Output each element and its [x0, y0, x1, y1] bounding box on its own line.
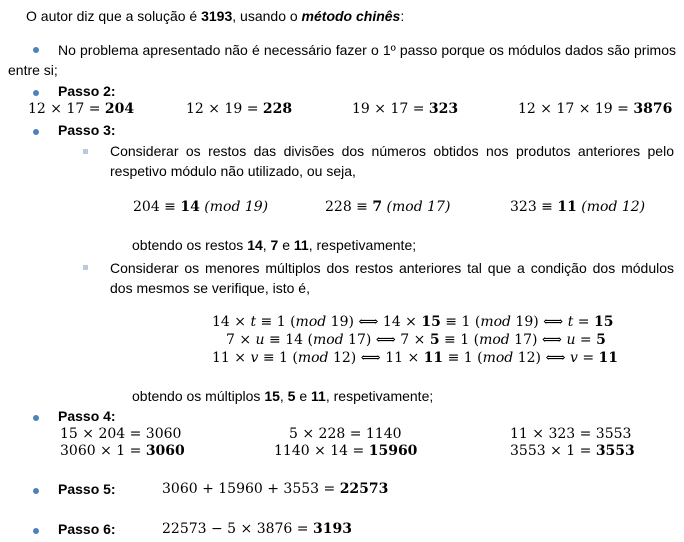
- step2-label: Passo 2:: [58, 83, 116, 99]
- intro-method: método chinês: [301, 8, 401, 24]
- step4-col3-line2: 3553 × 1 = 3553: [510, 443, 635, 459]
- step4-col3-line1: 11 × 323 = 3553: [510, 426, 632, 442]
- restos-line: obtendo os restos 14, 7 e 11, respetivamente;: [132, 237, 417, 253]
- step4-col2-line1: 5 × 228 = 1140: [289, 426, 402, 442]
- step5-expression: 3060 + 15960 + 3553 = 22573: [162, 481, 389, 497]
- bullet-icon: [33, 415, 39, 421]
- step2-product-3: 19 × 17 = 323: [352, 101, 459, 117]
- step3-sub1: Considerar os restos das divisões dos números obtidos nos produtos anteriores pelo respetivo módulo não utilizado, ou seja,: [110, 143, 674, 179]
- intro-mid: , usando o: [232, 8, 302, 24]
- step2-product-4: 12 × 17 × 19 = 3876: [518, 101, 673, 117]
- intro-text: O autor diz que a solução é: [26, 8, 202, 24]
- step4-col1-line1: 15 × 204 = 3060: [60, 426, 182, 442]
- step4-col1-line2: 3060 × 1 = 3060: [60, 443, 185, 459]
- sub-bullet-icon: [83, 149, 88, 154]
- multiplos-line: obtendo os múltiplos 15, 5 e 11, respetivamente;: [132, 388, 434, 404]
- step1-note: No problema apresentado não é necessário fazer o 1º passo porque os módulos dados são primos entre si;: [8, 42, 676, 78]
- step6-expression: 22573 − 5 × 3876 = 3193: [162, 521, 352, 537]
- step2-product-1: 12 × 17 = 204: [28, 101, 135, 117]
- equation-3: 11 × v ≡ 1 (mod 12) ⟺ 11 × 11 ≡ 1 (mod 12) ⟺ v = 11: [212, 350, 619, 366]
- step2-product-2: 12 × 19 = 228: [186, 101, 293, 117]
- bullet-icon: [33, 90, 39, 96]
- equation-1: 14 × t ≡ 1 (mod 19) ⟺ 14 × 15 ≡ 1 (mod 19) ⟺ t = 15: [212, 314, 614, 330]
- step6-label: Passo 6:: [58, 521, 116, 537]
- bullet-icon: [33, 528, 39, 534]
- congruence-2: 228 ≡ 7 (mod 17): [325, 199, 451, 215]
- bullet-icon: [33, 129, 39, 135]
- intro-solution: 3193: [201, 8, 233, 24]
- bullet-icon: [33, 488, 39, 494]
- step3-label: Passo 3:: [58, 122, 116, 138]
- congruence-3: 323 ≡ 11 (mod 12): [510, 199, 646, 215]
- equation-2: 7 × u ≡ 14 (mod 17) ⟺ 7 × 5 ≡ 1 (mod 17) ⟺ u = 5: [226, 332, 606, 348]
- step4-col2-line2: 1140 × 14 = 15960: [274, 443, 418, 459]
- step4-label: Passo 4:: [58, 408, 116, 424]
- intro-colon: :: [400, 8, 405, 24]
- intro-line: [26, 8, 404, 24]
- step3-sub2: Considerar os menores múltiplos dos restos anteriores tal que a condição dos módulos dos mesmos se verifique, isto é,: [110, 260, 674, 296]
- sub-bullet-icon: [83, 265, 88, 270]
- step5-label: Passo 5:: [58, 481, 116, 497]
- congruence-1: 204 ≡ 14 (mod 19): [133, 199, 269, 215]
